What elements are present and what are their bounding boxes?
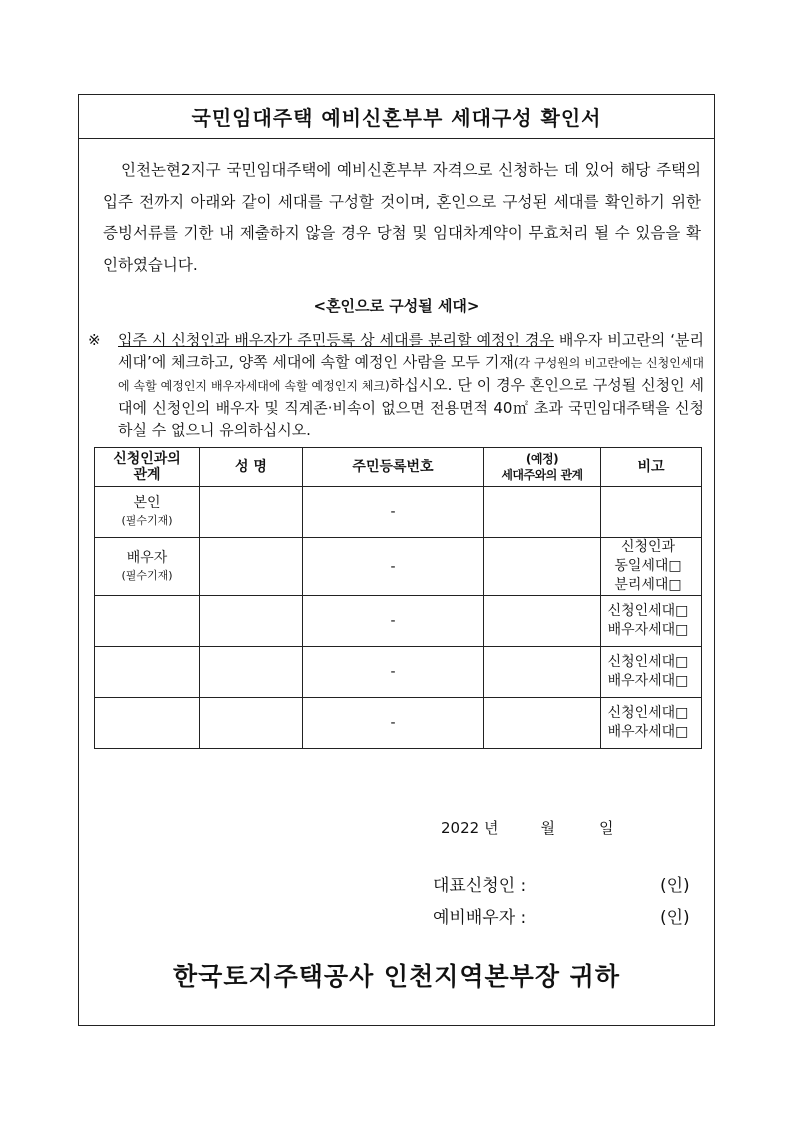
relation-cell xyxy=(95,698,200,749)
addressee: 한국토지주택공사 인천지역본부장 귀하 xyxy=(173,962,620,991)
householder-relation-cell[interactable] xyxy=(484,647,601,698)
date-line xyxy=(441,817,613,838)
relation-cell xyxy=(95,487,200,538)
checkbox-option[interactable]: 동일세대□ xyxy=(614,558,682,574)
signature-applicant-label: 대표신청인 : xyxy=(433,876,527,896)
header-name: 성 명 xyxy=(200,448,303,487)
resident-number-cell[interactable]: - xyxy=(303,647,484,698)
remarks-cell xyxy=(601,596,702,647)
checkbox-option[interactable]: 배우자세대□ xyxy=(607,622,689,638)
notice-body xyxy=(118,329,704,441)
remarks-cell xyxy=(601,487,702,538)
relation-cell xyxy=(95,538,200,596)
checkbox-option[interactable]: 배우자세대□ xyxy=(607,673,689,689)
remarks-cell xyxy=(601,538,702,596)
remark-label: 신청인과 xyxy=(620,539,676,555)
checkbox-option[interactable]: 신청인세대□ xyxy=(607,603,689,619)
table-row xyxy=(95,487,702,538)
date-month-unit: 월 xyxy=(540,819,555,837)
header-resident-number: 주민등록번호 xyxy=(303,448,484,487)
notice-paragraph xyxy=(88,329,704,441)
header-remarks: 비고 xyxy=(601,448,702,487)
relation-cell xyxy=(95,596,200,647)
date-year: 2022 xyxy=(441,819,480,837)
table-row xyxy=(95,596,702,647)
section-heading: <혼인으로 구성될 세대> xyxy=(313,297,480,315)
householder-relation-cell[interactable] xyxy=(484,487,601,538)
checkbox-option[interactable]: 분리세대□ xyxy=(614,577,682,593)
checkbox-option[interactable]: 신청인세대□ xyxy=(607,654,689,670)
seal-mark: (인) xyxy=(660,876,690,896)
notice-underlined-text: 입주 시 신청인과 배우자가 주민등록 상 세대를 분리할 예정인 경우 xyxy=(118,331,554,349)
remarks-cell xyxy=(601,698,702,749)
notice-text-2: 배우자 비고란의 ‘분리세대’에 체크하고, 양쪽 세대에 속할 예정인 사람을 모두 기재 xyxy=(118,331,704,371)
date-day-unit: 일 xyxy=(598,819,614,837)
table-row xyxy=(95,647,702,698)
name-cell[interactable] xyxy=(200,647,303,698)
householder-relation-cell[interactable] xyxy=(484,538,601,596)
intro-paragraph: 인천논현2지구 국민임대주택에 예비신혼부부 자격으로 신청하는 데 있어 해당 주택의 입주 전까지 아래와 같이 세대를 구성할 것이며, 혼인으로 구성된 세대를 확인하기 위한 증빙서류를 기한 내 제출하지 않을 경우 당첨 및 임대차계약이 무효처리 될 수 있음을 확인하였습니다. xyxy=(103,161,701,274)
householder-relation-cell[interactable] xyxy=(484,698,601,749)
resident-number-cell[interactable]: - xyxy=(303,698,484,749)
resident-number-cell[interactable]: - xyxy=(303,487,484,538)
checkbox-option[interactable]: 신청인세대□ xyxy=(607,705,689,721)
date-year-unit: 년 xyxy=(483,819,499,837)
household-table xyxy=(94,447,702,749)
relation-label: 본인 xyxy=(133,495,161,511)
seal-mark: (인) xyxy=(660,908,690,928)
document-title: 국민임대주택 예비신혼부부 세대구성 확인서 xyxy=(79,95,714,139)
householder-relation-cell[interactable] xyxy=(484,596,601,647)
signature-spouse xyxy=(433,903,690,928)
notice-small-text: (각 구성원의 비고란에는 신청인세대에 속할 예정인지 배우자세대에 속할 예정인지 체크) xyxy=(118,356,704,393)
resident-number-cell[interactable]: - xyxy=(303,538,484,596)
checkbox-option[interactable]: 배우자세대□ xyxy=(607,724,689,740)
table-header-row xyxy=(95,448,702,487)
relation-label: 배우자 xyxy=(126,549,168,566)
notice-text-3: 하십시오. 단 이 경우 혼인으로 구성될 신청인 세대에 신청인의 배우자 및 직계존·비속이 없으면 전용면적 40㎡ 초과 국민임대주택을 신청하실 수 없으니 유의하십시오. xyxy=(118,376,704,439)
remarks-cell xyxy=(601,647,702,698)
name-cell[interactable] xyxy=(200,698,303,749)
form-frame xyxy=(78,94,715,1026)
signature-applicant xyxy=(433,871,690,896)
signature-spouse-label: 예비배우자 : xyxy=(433,908,527,928)
name-cell[interactable] xyxy=(200,487,303,538)
required-note: (필수기재) xyxy=(121,514,173,527)
table-row xyxy=(95,538,702,596)
relation-cell xyxy=(95,647,200,698)
header-householder-relation: (예정) 세대주와의 관계 xyxy=(484,448,601,487)
table-row xyxy=(95,698,702,749)
required-note: (필수기재) xyxy=(121,568,173,582)
name-cell[interactable] xyxy=(200,538,303,596)
name-cell[interactable] xyxy=(200,596,303,647)
resident-number-cell[interactable]: - xyxy=(303,596,484,647)
note-mark: ※ xyxy=(88,331,101,349)
header-relation: 신청인과의 관계 xyxy=(95,448,200,487)
